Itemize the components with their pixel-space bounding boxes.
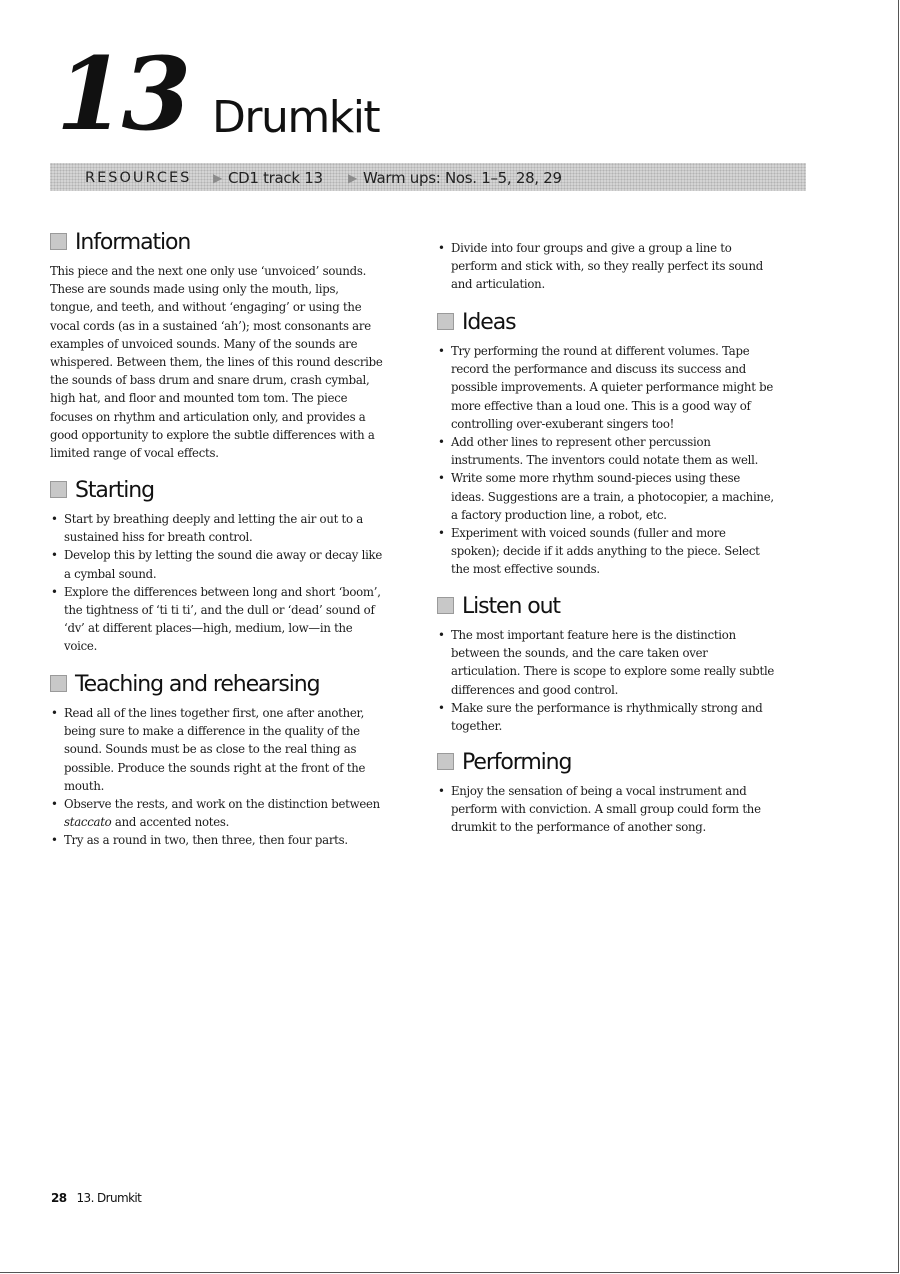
- footer-label: 13. Drumkit: [76, 1191, 142, 1205]
- checkbox-square-icon: [50, 481, 67, 498]
- resources-label: RESOURCES: [85, 170, 192, 186]
- performing-list: [437, 782, 822, 837]
- section-heading-teaching: Teaching and rehearsing: [50, 672, 319, 698]
- page-footer: [51, 1191, 141, 1205]
- list-item: [50, 704, 435, 795]
- list-item: [437, 469, 822, 524]
- chapter-number: 13: [56, 35, 188, 153]
- list-item-line: • Add other lines to represent other percussion: [451, 435, 711, 450]
- resource-item-cd: ▶ CD1 track 13: [213, 169, 323, 187]
- list-item-line: between the sounds, and the care taken over: [451, 646, 708, 661]
- list-item: [437, 782, 822, 837]
- list-item-line: perform with conviction. A small group could form the: [451, 802, 761, 817]
- list-item: [437, 699, 822, 735]
- list-item-line: • The most important feature here is the distinction: [451, 628, 736, 642]
- list-item-line: • Enjoy the sensation of being a vocal instrument and: [451, 784, 747, 798]
- information-line: These are sounds made using only the mouth, lips,: [50, 282, 339, 297]
- information-line: examples of unvoiced sounds. Many of the sounds are: [50, 336, 358, 351]
- list-item-line: possible. Produce the sounds right at the front of the: [64, 760, 366, 775]
- list-item-line: drumkit to the performance of another song.: [451, 820, 706, 835]
- arrow-right-icon: ▶: [348, 171, 357, 185]
- list-item-line: ideas. Suggestions are a train, a photocopier, a machine,: [451, 489, 774, 504]
- information-line: high hat, and floor and mounted tom tom. The piece: [50, 391, 348, 406]
- list-item-line: • Make sure the performance is rhythmically strong and: [451, 700, 763, 715]
- list-item-line: • Develop this by letting the sound die away or decay like: [64, 548, 383, 563]
- list-item: [50, 795, 435, 831]
- list-item: [437, 239, 822, 294]
- checkbox-square-icon: [437, 753, 454, 770]
- list-item: [437, 524, 822, 579]
- list-item: [50, 510, 435, 546]
- list-item-line: voice.: [64, 639, 98, 654]
- list-item-line: • Explore the differences between long and short ‘boom’,: [64, 584, 381, 599]
- list-item-line: controlling over-exuberant singers too!: [451, 416, 675, 431]
- list-item-line: together.: [451, 719, 503, 734]
- checkbox-square-icon: [50, 233, 67, 250]
- list-item-line: • Read all of the lines together first, one after another,: [64, 706, 365, 720]
- list-item-line: • Try as a round in two, then three, then four parts.: [64, 833, 348, 848]
- list-item-line: • Observe the rests, and work on the distinction between: [64, 797, 380, 812]
- section-heading-listen-out: Listen out: [437, 594, 560, 620]
- list-item-line: • Write some more rhythm sound-pieces using these: [451, 471, 741, 486]
- list-item: [437, 342, 822, 433]
- list-item-line: sustained hiss for breath control.: [64, 530, 253, 545]
- listen-out-list: [437, 626, 822, 735]
- list-item: [50, 546, 435, 582]
- list-item-line: possible improvements. A quieter performance might be: [451, 380, 774, 395]
- information-line: whispered. Between them, the lines of this round describe: [50, 355, 383, 370]
- list-item-line: the tightness of ‘ti ti ti’, and the dull or ‘dead’ sound of: [64, 603, 375, 618]
- list-item-line: staccato and accented notes.: [64, 815, 230, 830]
- list-item-line: ‘dv’ at different places—high, medium, low—in the: [64, 621, 353, 636]
- list-item-line: more effective than a loud one. This is a good way of: [451, 398, 751, 413]
- list-item-line: • Experiment with voiced sounds (fuller and more: [451, 526, 726, 541]
- ideas-list: [437, 342, 822, 579]
- information-line: focuses on rhythm and articulation only, and provides a: [50, 409, 366, 424]
- section-heading-information: Information: [50, 230, 190, 256]
- list-item: [437, 433, 822, 469]
- section-heading-ideas: Ideas: [437, 310, 515, 336]
- information-line: tongue, and teeth, and without ‘engaging’ or using the: [50, 300, 362, 315]
- section-heading-performing: Performing: [437, 750, 571, 776]
- information-paragraph: [50, 262, 430, 462]
- list-item-line: sound. Sounds must be as close to the real thing as: [64, 742, 357, 757]
- list-item-line: • Try performing the round at different volumes. Tape: [451, 344, 750, 358]
- list-item-line: spoken); decide if it adds anything to the piece. Select: [451, 544, 760, 559]
- information-line: vocal cords (as in a sustained ‘ah’); most consonants are: [50, 318, 371, 333]
- checkbox-square-icon: [437, 313, 454, 330]
- page-number: 28: [51, 1191, 67, 1205]
- chapter-title: Drumkit: [212, 92, 380, 143]
- checkbox-square-icon: [437, 597, 454, 614]
- list-item: [50, 831, 435, 849]
- list-item-line: perform and stick with, so they really perfect its sound: [451, 259, 763, 274]
- arrow-right-icon: ▶: [213, 171, 222, 185]
- list-item-line: instruments. The inventors could notate them as well.: [451, 453, 759, 468]
- list-item-line: a factory production line, a robot, etc.: [451, 507, 667, 522]
- section-heading-starting: Starting: [50, 478, 154, 504]
- information-line: good opportunity to explore the subtle differences with a: [50, 427, 375, 442]
- list-item-line: a cymbal sound.: [64, 566, 157, 581]
- starting-list: [50, 510, 435, 656]
- information-line: the sounds of bass drum and snare drum, crash cymbal,: [50, 373, 370, 388]
- information-line: limited range of vocal effects.: [50, 446, 219, 461]
- checkbox-square-icon: [50, 675, 67, 692]
- resource-item-warmups: ▶ Warm ups: Nos. 1–5, 28, 29: [348, 169, 562, 187]
- intro-list: [437, 239, 822, 294]
- list-item-line: • Divide into four groups and give a group a line to: [451, 241, 732, 255]
- list-item-line: • Start by breathing deeply and letting the air out to a: [64, 512, 363, 526]
- list-item-line: mouth.: [64, 778, 105, 793]
- list-item-line: record the performance and discuss its success and: [451, 362, 746, 377]
- list-item-line: differences and good control.: [451, 682, 619, 697]
- list-item-line: articulation. There is scope to explore some really subtle: [451, 664, 775, 679]
- list-item: [437, 626, 822, 699]
- list-item-line: being sure to make a difference in the quality of the: [64, 724, 360, 739]
- teaching-list: [50, 704, 435, 850]
- list-item-line: and articulation.: [451, 277, 545, 292]
- list-item-line: the most effective sounds.: [451, 562, 600, 577]
- resources-bar: [50, 163, 806, 191]
- information-line: This piece and the next one only use ‘unvoiced’ sounds.: [50, 264, 367, 278]
- list-item: [50, 583, 435, 656]
